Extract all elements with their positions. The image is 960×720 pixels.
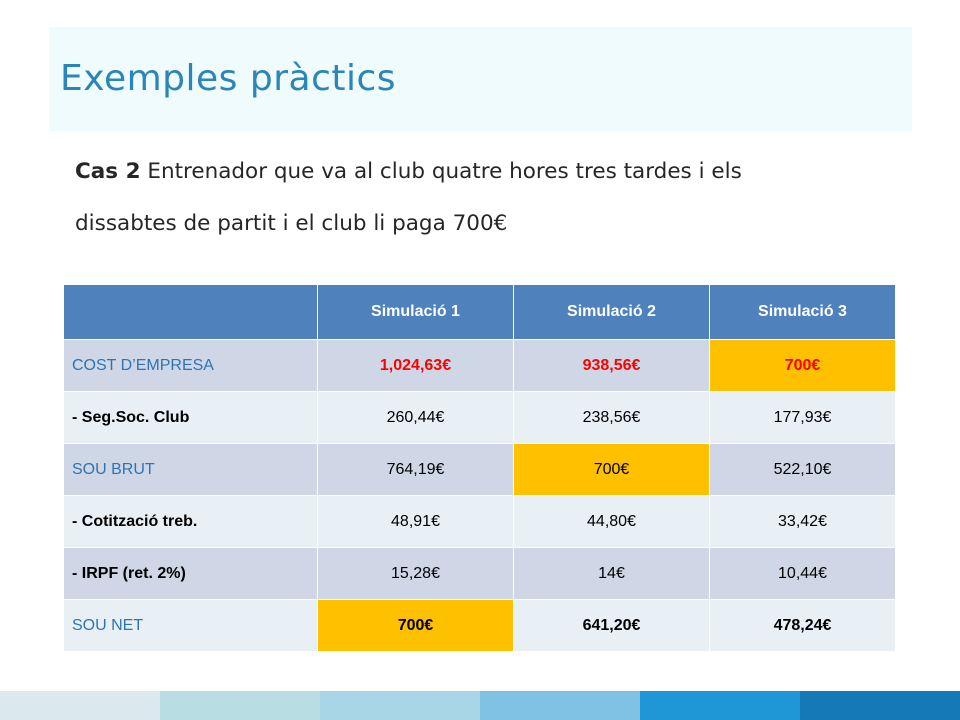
footer-color-band — [0, 691, 960, 720]
footer-segment — [0, 691, 160, 720]
row-label: - Cotització treb. — [64, 496, 318, 548]
footer-segment — [320, 691, 480, 720]
footer-segment — [160, 691, 320, 720]
header-sim-2: Simulació 2 — [514, 285, 710, 340]
footer-segment — [800, 691, 960, 720]
row-label: - IRPF (ret. 2%) — [64, 548, 318, 600]
cell-value: 14€ — [514, 548, 710, 600]
case-description — [75, 146, 835, 250]
cell-value: 260,44€ — [318, 392, 514, 444]
cell-value: 33,42€ — [710, 496, 896, 548]
row-label: SOU BRUT — [64, 444, 318, 496]
cell-value: 764,19€ — [318, 444, 514, 496]
cell-value: 938,56€ — [514, 340, 710, 392]
row-sou-brut — [64, 444, 896, 496]
cell-value: 1,024,63€ — [318, 340, 514, 392]
row-cotitzacio — [64, 496, 896, 548]
cell-value: 522,10€ — [710, 444, 896, 496]
row-label: SOU NET — [64, 600, 318, 652]
row-seg-soc — [64, 392, 896, 444]
cell-value: 177,93€ — [710, 392, 896, 444]
header-sim-3: Simulació 3 — [710, 285, 896, 340]
row-label: - Seg.Soc. Club — [64, 392, 318, 444]
header-empty — [64, 285, 318, 340]
cell-value-highlighted: 700€ — [514, 444, 710, 496]
cell-value-highlighted: 700€ — [318, 600, 514, 652]
footer-segment — [640, 691, 800, 720]
header-sim-1: Simulació 1 — [318, 285, 514, 340]
cell-value: 15,28€ — [318, 548, 514, 600]
cell-value: 238,56€ — [514, 392, 710, 444]
slide-title: Exemples pràctics — [60, 58, 397, 99]
row-irpf — [64, 548, 896, 600]
case-text: Entrenador que va al club quatre hores tres tardes i els dissabtes de partit i el club li paga 700€ — [75, 159, 742, 236]
row-label: COST D’EMPRESA — [64, 340, 318, 392]
table-header-row — [64, 285, 896, 340]
cell-value-highlighted: 700€ — [710, 340, 896, 392]
case-label: Cas 2 — [75, 159, 141, 184]
row-cost-empresa — [64, 340, 896, 392]
cell-value: 44,80€ — [514, 496, 710, 548]
cell-value: 48,91€ — [318, 496, 514, 548]
simulation-table — [63, 284, 896, 652]
footer-segment — [480, 691, 640, 720]
cell-value: 641,20€ — [514, 600, 710, 652]
row-sou-net — [64, 600, 896, 652]
cell-value: 478,24€ — [710, 600, 896, 652]
cell-value: 10,44€ — [710, 548, 896, 600]
